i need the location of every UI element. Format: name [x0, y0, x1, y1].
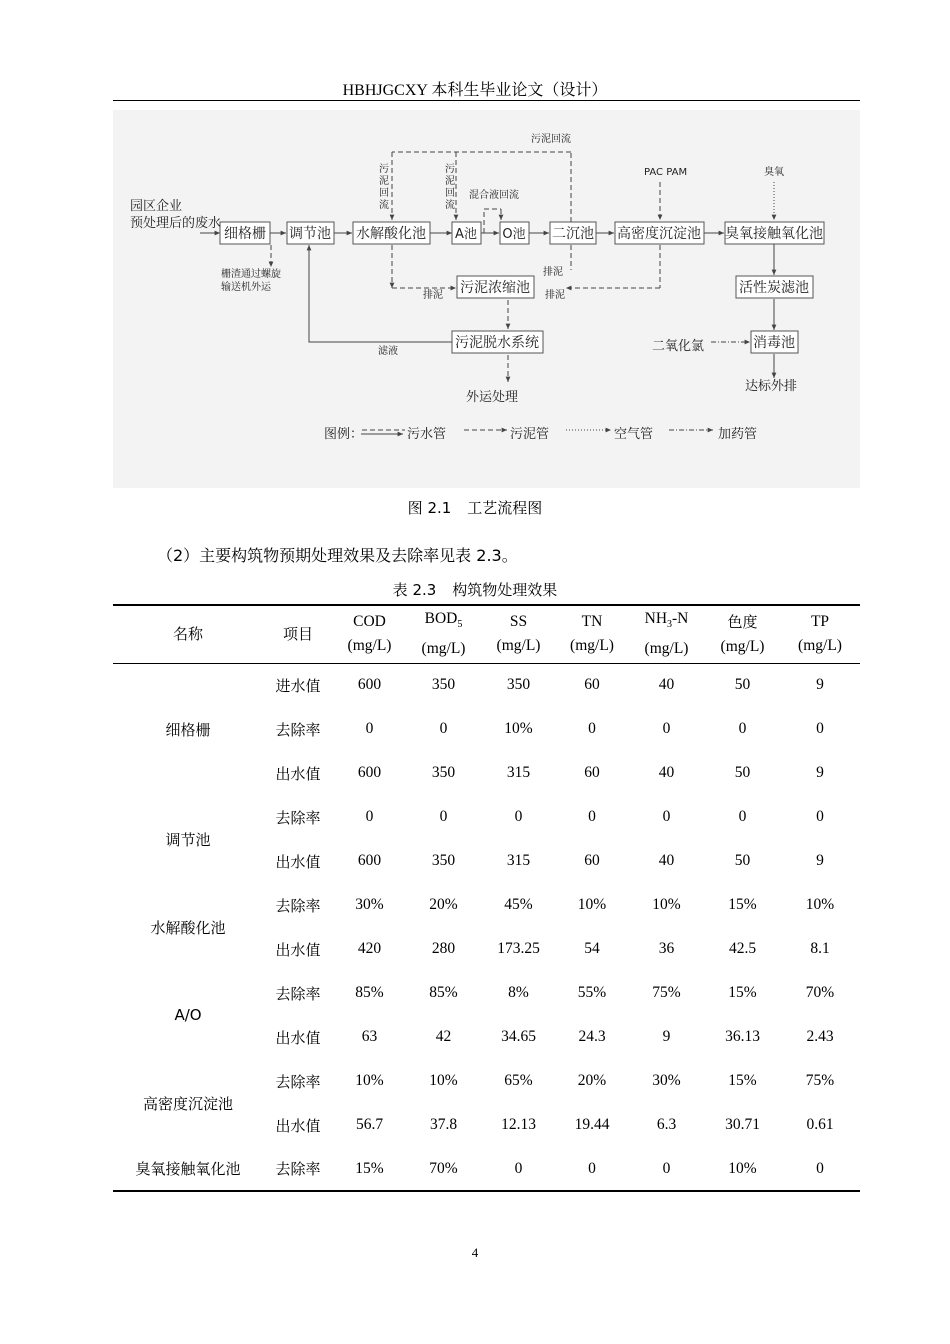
value-cell: 9: [662, 1028, 671, 1045]
figure-title: 工艺流程图: [467, 499, 543, 517]
value-cell: 10%: [652, 896, 681, 913]
value-cell: 70%: [406, 1147, 481, 1191]
value-cell: 8%: [508, 984, 529, 1001]
value-cell: 40: [658, 852, 675, 869]
value-cell: 8.1: [810, 940, 830, 957]
sludge-return-vertical-2: 流: [445, 200, 455, 211]
value-cell: 10%: [805, 896, 835, 913]
value-cell: 20%: [577, 1072, 607, 1089]
table-row: [113, 971, 860, 1015]
sludge-return-vertical-1: 流: [379, 200, 389, 211]
value-cell: 10%: [429, 1072, 458, 1089]
value-cell: 30%: [355, 896, 384, 913]
value-cell: 350: [431, 852, 456, 869]
node-equalization-tank-label: 调节池: [289, 226, 331, 242]
mixed-liquor-return-label: 混合液回流: [469, 190, 519, 201]
node-hydrolysis-tank-label: 水解酸化池: [356, 226, 426, 242]
item-cell: 出水值: [275, 764, 321, 783]
table-title: 构筑物处理效果: [452, 581, 558, 599]
table-row: [113, 1059, 860, 1103]
header-cod: COD (mg/L): [333, 605, 406, 663]
header-tp: TP (mg/L): [780, 605, 860, 663]
value-cell: 9: [816, 852, 824, 869]
value-cell: 350: [431, 764, 456, 781]
value-cell: 0: [439, 808, 448, 825]
value-cell: 19.44: [574, 1116, 610, 1133]
page-number: 4: [471, 1245, 479, 1260]
value-cell: 9: [816, 676, 824, 694]
value-cell: 15%: [728, 896, 757, 913]
sludge-return-top-label: 污泥回流: [531, 134, 571, 145]
value-cell: 0: [662, 808, 671, 825]
value-cell: 50: [734, 764, 751, 781]
value-cell: 36: [658, 940, 675, 957]
item-cell: 出水值: [275, 1028, 321, 1047]
sludge-discharge-mid: 排泥: [543, 267, 563, 278]
value-cell: 85%: [355, 984, 384, 1001]
node-secondary-clarifier-label: 二沉池: [552, 226, 594, 242]
item-cell: 出水值: [275, 1116, 321, 1135]
value-cell: 600: [357, 676, 382, 694]
value-cell: 40: [658, 764, 675, 781]
structure-name-cell: A/O: [174, 1006, 202, 1024]
item-cell: 去除率: [275, 808, 321, 827]
table-caption: [0, 579, 950, 600]
legend-prefix: 图例：: [324, 427, 364, 442]
value-cell: 75%: [652, 984, 681, 1001]
process-flow-diagram: [113, 110, 860, 488]
value-cell: 10%: [504, 720, 533, 737]
structure-name-cell: 臭氧接触氧化池: [113, 1147, 263, 1191]
value-cell: 54: [584, 940, 600, 957]
sludge-return-vertical-2: 回: [445, 188, 455, 199]
node-fine-screen-label: 细格栅: [224, 226, 266, 242]
node-activated-carbon-filter-label: 活性炭滤池: [739, 280, 809, 296]
value-cell: 15%: [728, 1072, 757, 1089]
node-ozone-contact-tank-label: 臭氧接触氧化池: [725, 226, 823, 242]
value-cell: 24.3: [578, 1028, 606, 1045]
value-cell: 0: [514, 808, 523, 825]
value-cell: 0: [738, 808, 747, 825]
value-cell: 0: [816, 720, 824, 737]
outbound-treatment-label: 外运处理: [466, 390, 519, 405]
value-cell: 20%: [429, 896, 458, 913]
inflow-label-line2: 预处理后的废水: [130, 216, 222, 231]
value-cell: 42.5: [728, 940, 757, 957]
screenings-label-line2: 输送机外运: [221, 282, 271, 293]
table-number: 表 2.3: [392, 581, 437, 599]
inflow-label-line1: 园区企业: [130, 199, 183, 214]
header-bod5: $BOD_5$ (mg/L): [406, 605, 481, 663]
value-cell: 85%: [429, 984, 458, 1001]
value-cell: 30%: [652, 1072, 681, 1089]
effluent-discharge-label: 达标外排: [745, 379, 798, 394]
value-cell: 60: [584, 852, 600, 869]
sludge-discharge-right: 排泥: [545, 290, 565, 301]
value-cell: 37.8: [429, 1116, 458, 1133]
sludge-return-vertical-1: 污: [379, 164, 389, 175]
value-cell: 65%: [504, 1072, 533, 1089]
value-cell: 0: [365, 720, 374, 737]
treatment-effect-table: [113, 604, 860, 1192]
table-row: [113, 663, 860, 707]
value-cell: 0: [556, 1147, 628, 1191]
header-nh3n: $NH_3-N$ (mg/L): [628, 605, 705, 663]
value-cell: 42: [435, 1028, 452, 1045]
screenings-label-line1: 栅渣通过螺旋: [221, 269, 281, 280]
node-sludge-thickener-label: 污泥浓缩池: [460, 280, 530, 296]
sludge-return-vertical-1: 回: [379, 188, 389, 199]
header-divider: [113, 100, 860, 101]
value-cell: 600: [357, 852, 382, 869]
header-item: 项目: [263, 605, 333, 663]
value-cell: 10%: [577, 896, 607, 913]
sludge-discharge-left: 排泥: [423, 290, 443, 301]
value-cell: 0: [481, 1147, 556, 1191]
value-cell: 0: [816, 808, 824, 825]
value-cell: 0: [588, 808, 596, 825]
structure-name-cell: 高密度沉淀池: [142, 1094, 233, 1113]
value-cell: 60: [584, 764, 600, 781]
value-cell: 280: [431, 940, 456, 957]
value-cell: 63: [361, 1028, 378, 1045]
value-cell: 9: [816, 764, 824, 781]
value-cell: 10%: [355, 1072, 384, 1089]
header-color: 色度 (mg/L): [705, 605, 780, 663]
value-cell: 34.65: [501, 1028, 536, 1045]
value-cell: 315: [506, 852, 531, 869]
value-cell: 15%: [333, 1147, 406, 1191]
value-cell: 350: [431, 676, 456, 694]
value-cell: 6.3: [656, 1116, 677, 1133]
legend-air-pipe: 空气管: [614, 427, 654, 442]
sludge-return-vertical-2: 污: [445, 164, 455, 175]
header-name: 名称: [113, 605, 263, 663]
item-cell: 出水值: [275, 852, 321, 871]
structure-name-cell: 调节池: [165, 830, 211, 849]
value-cell: 0: [780, 1147, 860, 1191]
figure-number: 图 2.1: [407, 499, 452, 517]
table-row: [113, 795, 860, 839]
node-high-density-settler-label: 高密度沉淀池: [617, 226, 701, 242]
value-cell: 75%: [805, 1072, 835, 1089]
item-cell: 去除率: [275, 896, 321, 915]
value-cell: 50: [734, 852, 751, 869]
node-disinfection-tank-label: 消毒池: [753, 335, 795, 351]
value-cell: 55%: [577, 984, 607, 1001]
header-tn: TN (mg/L): [556, 605, 628, 663]
value-cell: 0: [662, 720, 671, 737]
item-cell: 去除率: [275, 720, 321, 739]
value-cell: 420: [357, 940, 382, 957]
value-cell: 600: [357, 764, 382, 781]
value-cell: 173.25: [497, 940, 540, 957]
table-header-row: [113, 605, 860, 663]
structure-name-cell: 细格栅: [165, 720, 211, 739]
structure-name-cell: 水解酸化池: [150, 918, 226, 937]
value-cell: 315: [506, 764, 531, 781]
sludge-return-vertical-2: 泥: [445, 176, 455, 187]
value-cell: 30.71: [725, 1116, 760, 1133]
legend-sewage-pipe: 污水管: [407, 427, 447, 442]
value-cell: 40: [658, 676, 675, 694]
pac-pam-label: PAC PAM: [644, 167, 688, 178]
chlorine-dioxide-label: 二氧化氯: [652, 339, 705, 354]
value-cell: 350: [506, 676, 531, 694]
item-cell: 去除率: [263, 1147, 333, 1191]
item-cell: 进水值: [275, 676, 321, 695]
value-cell: 0: [628, 1147, 705, 1191]
value-cell: 45%: [504, 896, 533, 913]
ozone-input-label: 臭氧: [764, 167, 784, 178]
item-cell: 去除率: [275, 1072, 321, 1091]
value-cell: 0.61: [806, 1116, 834, 1133]
node-a-tank-label: A池: [455, 227, 477, 242]
figure-caption: [0, 497, 950, 518]
value-cell: 0: [588, 720, 596, 737]
legend-dosing-pipe: 加药管: [718, 427, 758, 442]
value-cell: 15%: [728, 984, 757, 1001]
table-row: [113, 1147, 860, 1191]
table-row: [113, 883, 860, 927]
node-sludge-dewatering-label: 污泥脱水系统: [455, 335, 539, 351]
value-cell: 0: [365, 808, 374, 825]
legend-sludge-pipe: 污泥管: [510, 427, 550, 442]
value-cell: 10%: [705, 1147, 780, 1191]
item-cell: 去除率: [275, 984, 321, 1003]
value-cell: 56.7: [355, 1116, 384, 1133]
value-cell: 70%: [805, 984, 835, 1001]
value-cell: 0: [738, 720, 747, 737]
value-cell: 12.13: [501, 1116, 536, 1133]
body-paragraph: （2）主要构筑物预期处理效果及去除率见表 2.3。: [157, 546, 518, 565]
page-header: HBHJGCXY 本科生毕业论文（设计）: [342, 82, 608, 99]
value-cell: 0: [439, 720, 448, 737]
value-cell: 2.43: [806, 1028, 834, 1045]
node-o-tank-label: O池: [502, 227, 526, 242]
header-ss: SS (mg/L): [481, 605, 556, 663]
sludge-return-vertical-1: 泥: [379, 176, 389, 187]
value-cell: 50: [734, 676, 751, 694]
filtrate-label: 滤液: [378, 346, 398, 357]
item-cell: 出水值: [275, 940, 321, 959]
value-cell: 60: [584, 676, 600, 694]
value-cell: 36.13: [725, 1028, 760, 1045]
